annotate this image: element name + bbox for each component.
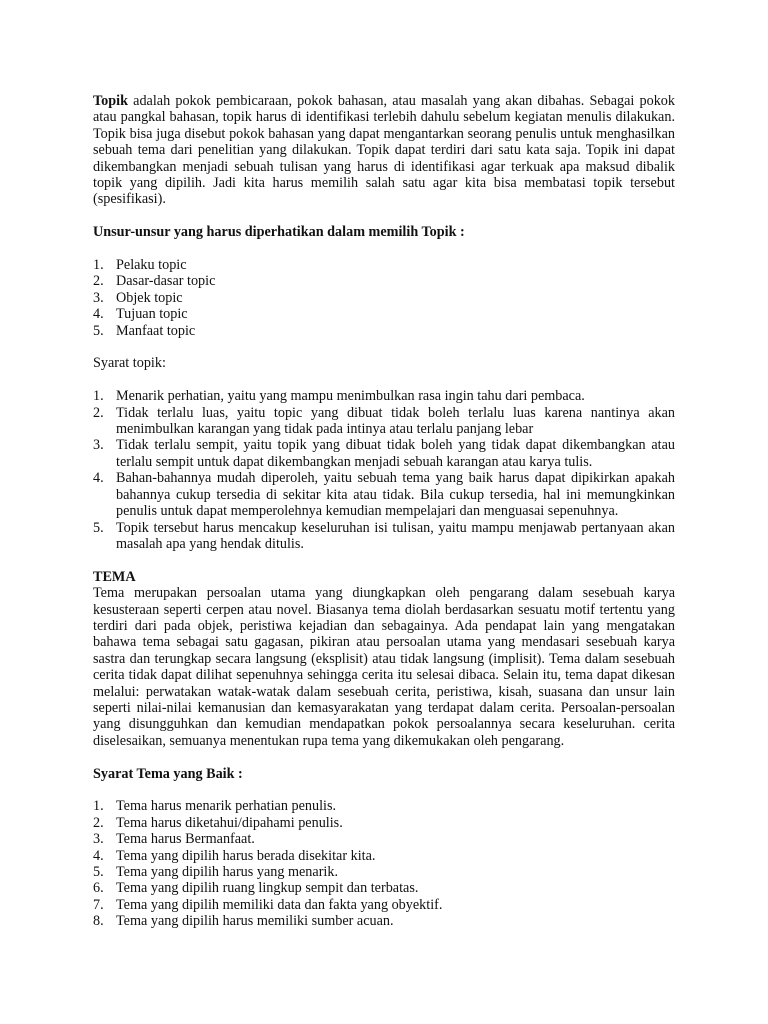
syarat-topik-heading: Syarat topik: (93, 355, 166, 372)
tema-paragraph: Tema merupakan persoalan utama yang diungkapkan oleh pengarang dalam sesebuah karya kesusteraan seperti cerpen atau novel. Biasanya tema diolah berdasarkan sesuatu motif tertentu yang terdiri dari pada objek, peristiwa kejadian dan sebagainya. Ada pendapat lain yang mengatakan bahawa tema sebagai satu gagasan, pikiran atau persoalan utama yang mendasari sesebuah karya sastra dan terungkap secara langsung (eksplisit) atau tidak langsung (implisit). Tema dalam sesebuah cerita tidak dapat dilihat sepenuhnya sehingga cerita itu selesai dibaca. Selain itu, tema dapat dikesan melalui: perwatakan watak-watak dalam sesebuah cerita, peristiwa, kisah, suasana dan unsur lain seperti nilai-nilai kemanusian dan kemasyarakatan yang terdapat dalam cerita. Persoalan-persoalan yang disungguhkan dan kemudian mendapatkan pokok persoalannya secara keseluruhan. cerita diselesaikan, semuanya menentukan rupa tema yang dikemukakan oleh pengarang. (93, 585, 675, 749)
list-item: 2. Tema harus diketahui/dipahami penulis. (93, 814, 343, 831)
list-item: 5. Manfaat topic (93, 322, 196, 339)
list-item: 4. Tema yang dipilih harus berada disekitar kita. (93, 847, 376, 864)
list-item: 2. Dasar-dasar topic (93, 273, 216, 290)
unsur-list (93, 257, 675, 339)
list-item: 5. Tema yang dipilih harus yang menarik. (93, 863, 339, 880)
list-item: 8. Tema yang dipilih harus memiliki sumber acuan. (93, 913, 394, 930)
list-item: 4. Bahan-bahannya mudah diperoleh, yaitu sebuah tema yang baik harus dapat dipikirkan apakah bahannya cukup tersedia di sekitar kita atau tidak. Bila cukup tersedia, hal ini memungkinkan penulis untuk dapat memperolehnya kemudian mempelajari dan menguasai sepenuhnya. (93, 470, 675, 520)
list-item: 1. Tema harus menarik perhatian penulis. (93, 798, 337, 815)
unsur-heading: Unsur-unsur yang harus diperhatikan dalam memilih Topik : (93, 224, 465, 241)
list-item: 3. Tema harus Bermanfaat. (93, 831, 255, 848)
intro-paragraph (93, 93, 675, 208)
syarat-tema-heading: Syarat Tema yang Baik : (93, 765, 243, 782)
list-item: 4. Tujuan topic (93, 306, 188, 323)
list-item: 3. Tidak terlalu sempit, yaitu topik yang dibuat tidak boleh yang tidak dapat dikembangkan atau terlalu sempit untuk dapat dikembangkan menjadi sebuah karangan atau karya tulis. (93, 437, 675, 470)
list-item: 1. Menarik perhatian, yaitu yang mampu menimbulkan rasa ingin tahu dari pembaca. (93, 388, 585, 405)
syarat-tema-list (93, 798, 675, 929)
document-page (93, 93, 675, 930)
list-item: 1. Pelaku topic (93, 257, 187, 274)
syarat-topik-list (93, 388, 675, 552)
list-item: 5. Topik tersebut harus mencakup keseluruhan isi tulisan, yaitu mampu menjawab pertanyaan akan masalah apa yang hendak ditulis. (93, 519, 675, 552)
intro-text: adalah pokok pembicaraan, pokok bahasan, atau masalah yang akan dibahas. Sebagai pokok atau pangkal bahasan, topik harus di identifikasi terlebih dahulu sebelum kegiatan menulis dilakukan. Topik bisa juga disebut pokok bahasan yang dapat mengantarkan seorang penulis untuk menghasilkan sebuah tema dari penelitian yang dilakukan. Topik dapat terdiri dari satu kata saja. Topik ini dapat dikembangkan menjadi sebuah tulisan yang harus di identifikasi agar terkuak apa maksud dibalik topik yang dipilih. Jadi kita harus memilih salah satu agar kita bisa membatasi topik tersebut (spesifikasi). (93, 93, 675, 208)
list-item: 3. Objek topic (93, 289, 183, 306)
intro-term: Topik (93, 93, 128, 109)
list-item: 7. Tema yang dipilih memiliki data dan fakta yang obyektif. (93, 896, 443, 913)
tema-heading: TEMA (93, 568, 136, 585)
list-item: 6. Tema yang dipilih ruang lingkup sempit dan terbatas. (93, 880, 419, 897)
list-item: 2. Tidak terlalu luas, yaitu topic yang dibuat tidak boleh terlalu luas karena nantinya akan menimbulkan karangan yang tidak pada intinya atau terlalu panjang lebar (93, 404, 675, 438)
